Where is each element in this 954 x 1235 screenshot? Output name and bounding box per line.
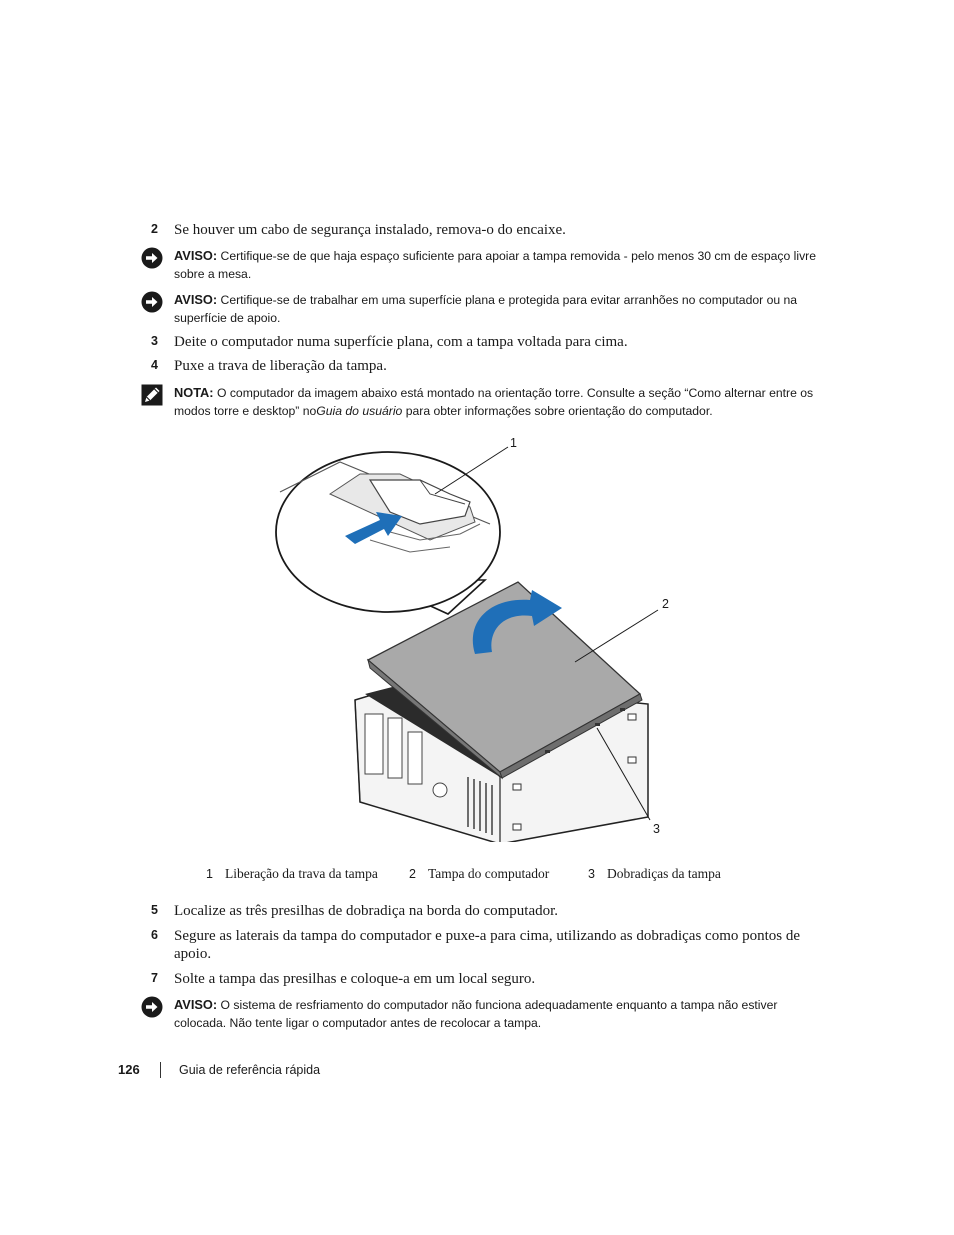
notice-body <box>174 996 821 1032</box>
legend-number: 3 <box>588 867 595 881</box>
step-text: Localize as três presilhas de dobradiça na borda do computador. <box>174 903 559 919</box>
step-number: 2 <box>151 222 158 236</box>
legend-item-2 <box>409 866 549 882</box>
notice-text-after: para obter informações sobre orientação do computador. <box>402 403 713 418</box>
step-number: 7 <box>151 971 158 985</box>
footer-title: Guia de referência rápida <box>179 1063 321 1077</box>
notice-text: Certifique-se de que haja espaço suficiente para apoiar a tampa removida - pelo menos 30 cm de espaço livre sobre a mesa. <box>174 249 817 281</box>
legend-label: Dobradiças da tampa <box>606 866 721 881</box>
guide-title: Guia do usuário <box>316 403 403 418</box>
step-number: 6 <box>151 928 158 942</box>
notice-label: AVISO: <box>174 292 218 307</box>
computer-cover-figure <box>270 432 690 842</box>
notice-body <box>174 384 821 420</box>
callout-2-line <box>575 610 658 662</box>
notice-aviso-3 <box>141 996 821 1032</box>
legend-number: 2 <box>409 867 416 881</box>
notice-text: O computador da imagem abaixo está montado na orientação torre. Consulte a seção “Como alternar entre os modos torre e desktop” no <box>174 386 814 418</box>
notice-nota <box>141 384 821 420</box>
step-5 <box>151 902 816 920</box>
callout-3: 3 <box>653 822 660 836</box>
notice-label: NOTA: <box>174 385 214 400</box>
step-7 <box>151 970 816 988</box>
notice-body <box>174 291 821 327</box>
notice-aviso-1 <box>141 247 821 283</box>
step-2 <box>151 221 816 239</box>
notice-icon <box>141 996 163 1018</box>
step-6 <box>151 927 816 963</box>
notice-aviso-2 <box>141 291 821 327</box>
legend-label: Tampa do computador <box>427 866 550 881</box>
notice-icon <box>141 291 163 313</box>
step-number: 3 <box>151 334 158 348</box>
callout-2: 2 <box>662 597 669 611</box>
legend-item-1 <box>206 866 378 882</box>
legend-item-3 <box>588 866 721 882</box>
step-text: Deite o computador numa superfície plana, com a tampa voltada para cima. <box>174 334 628 350</box>
step-3 <box>151 333 816 351</box>
step-text: Se houver um cabo de segurança instalado, remova-o do encaixe. <box>174 222 566 238</box>
step-text: Solte a tampa das presilhas e coloque-a em um local seguro. <box>174 971 536 987</box>
step-number: 4 <box>151 358 158 372</box>
legend-number: 1 <box>206 867 213 881</box>
callout-1: 1 <box>510 436 517 450</box>
notice-text: Certifique-se de trabalhar em uma superfície plana e protegida para evitar arranhões no computador ou na superfície de apoio. <box>174 293 798 325</box>
notice-label: AVISO: <box>174 248 218 263</box>
notice-label: AVISO: <box>174 997 218 1012</box>
notice-body <box>174 247 821 283</box>
footer-divider <box>160 1062 161 1078</box>
page-number: 126 <box>118 1062 140 1077</box>
legend-label: Liberação da trava da tampa <box>224 866 378 881</box>
notice-text: O sistema de resfriamento do computador não funciona adequadamente enquanto a tampa não estiver colocada. Não tente ligar o computador antes de recolocar a tampa. <box>174 998 778 1030</box>
step-4 <box>151 357 816 375</box>
step-text: Puxe a trava de liberação da tampa. <box>174 358 387 374</box>
step-text: Segure as laterais da tampa do computador e puxe-a para cima, utilizando as dobradiças como pontos de apoio. <box>174 928 801 962</box>
step-number: 5 <box>151 903 158 917</box>
notice-icon <box>141 247 163 269</box>
pencil-note-icon <box>141 384 163 406</box>
